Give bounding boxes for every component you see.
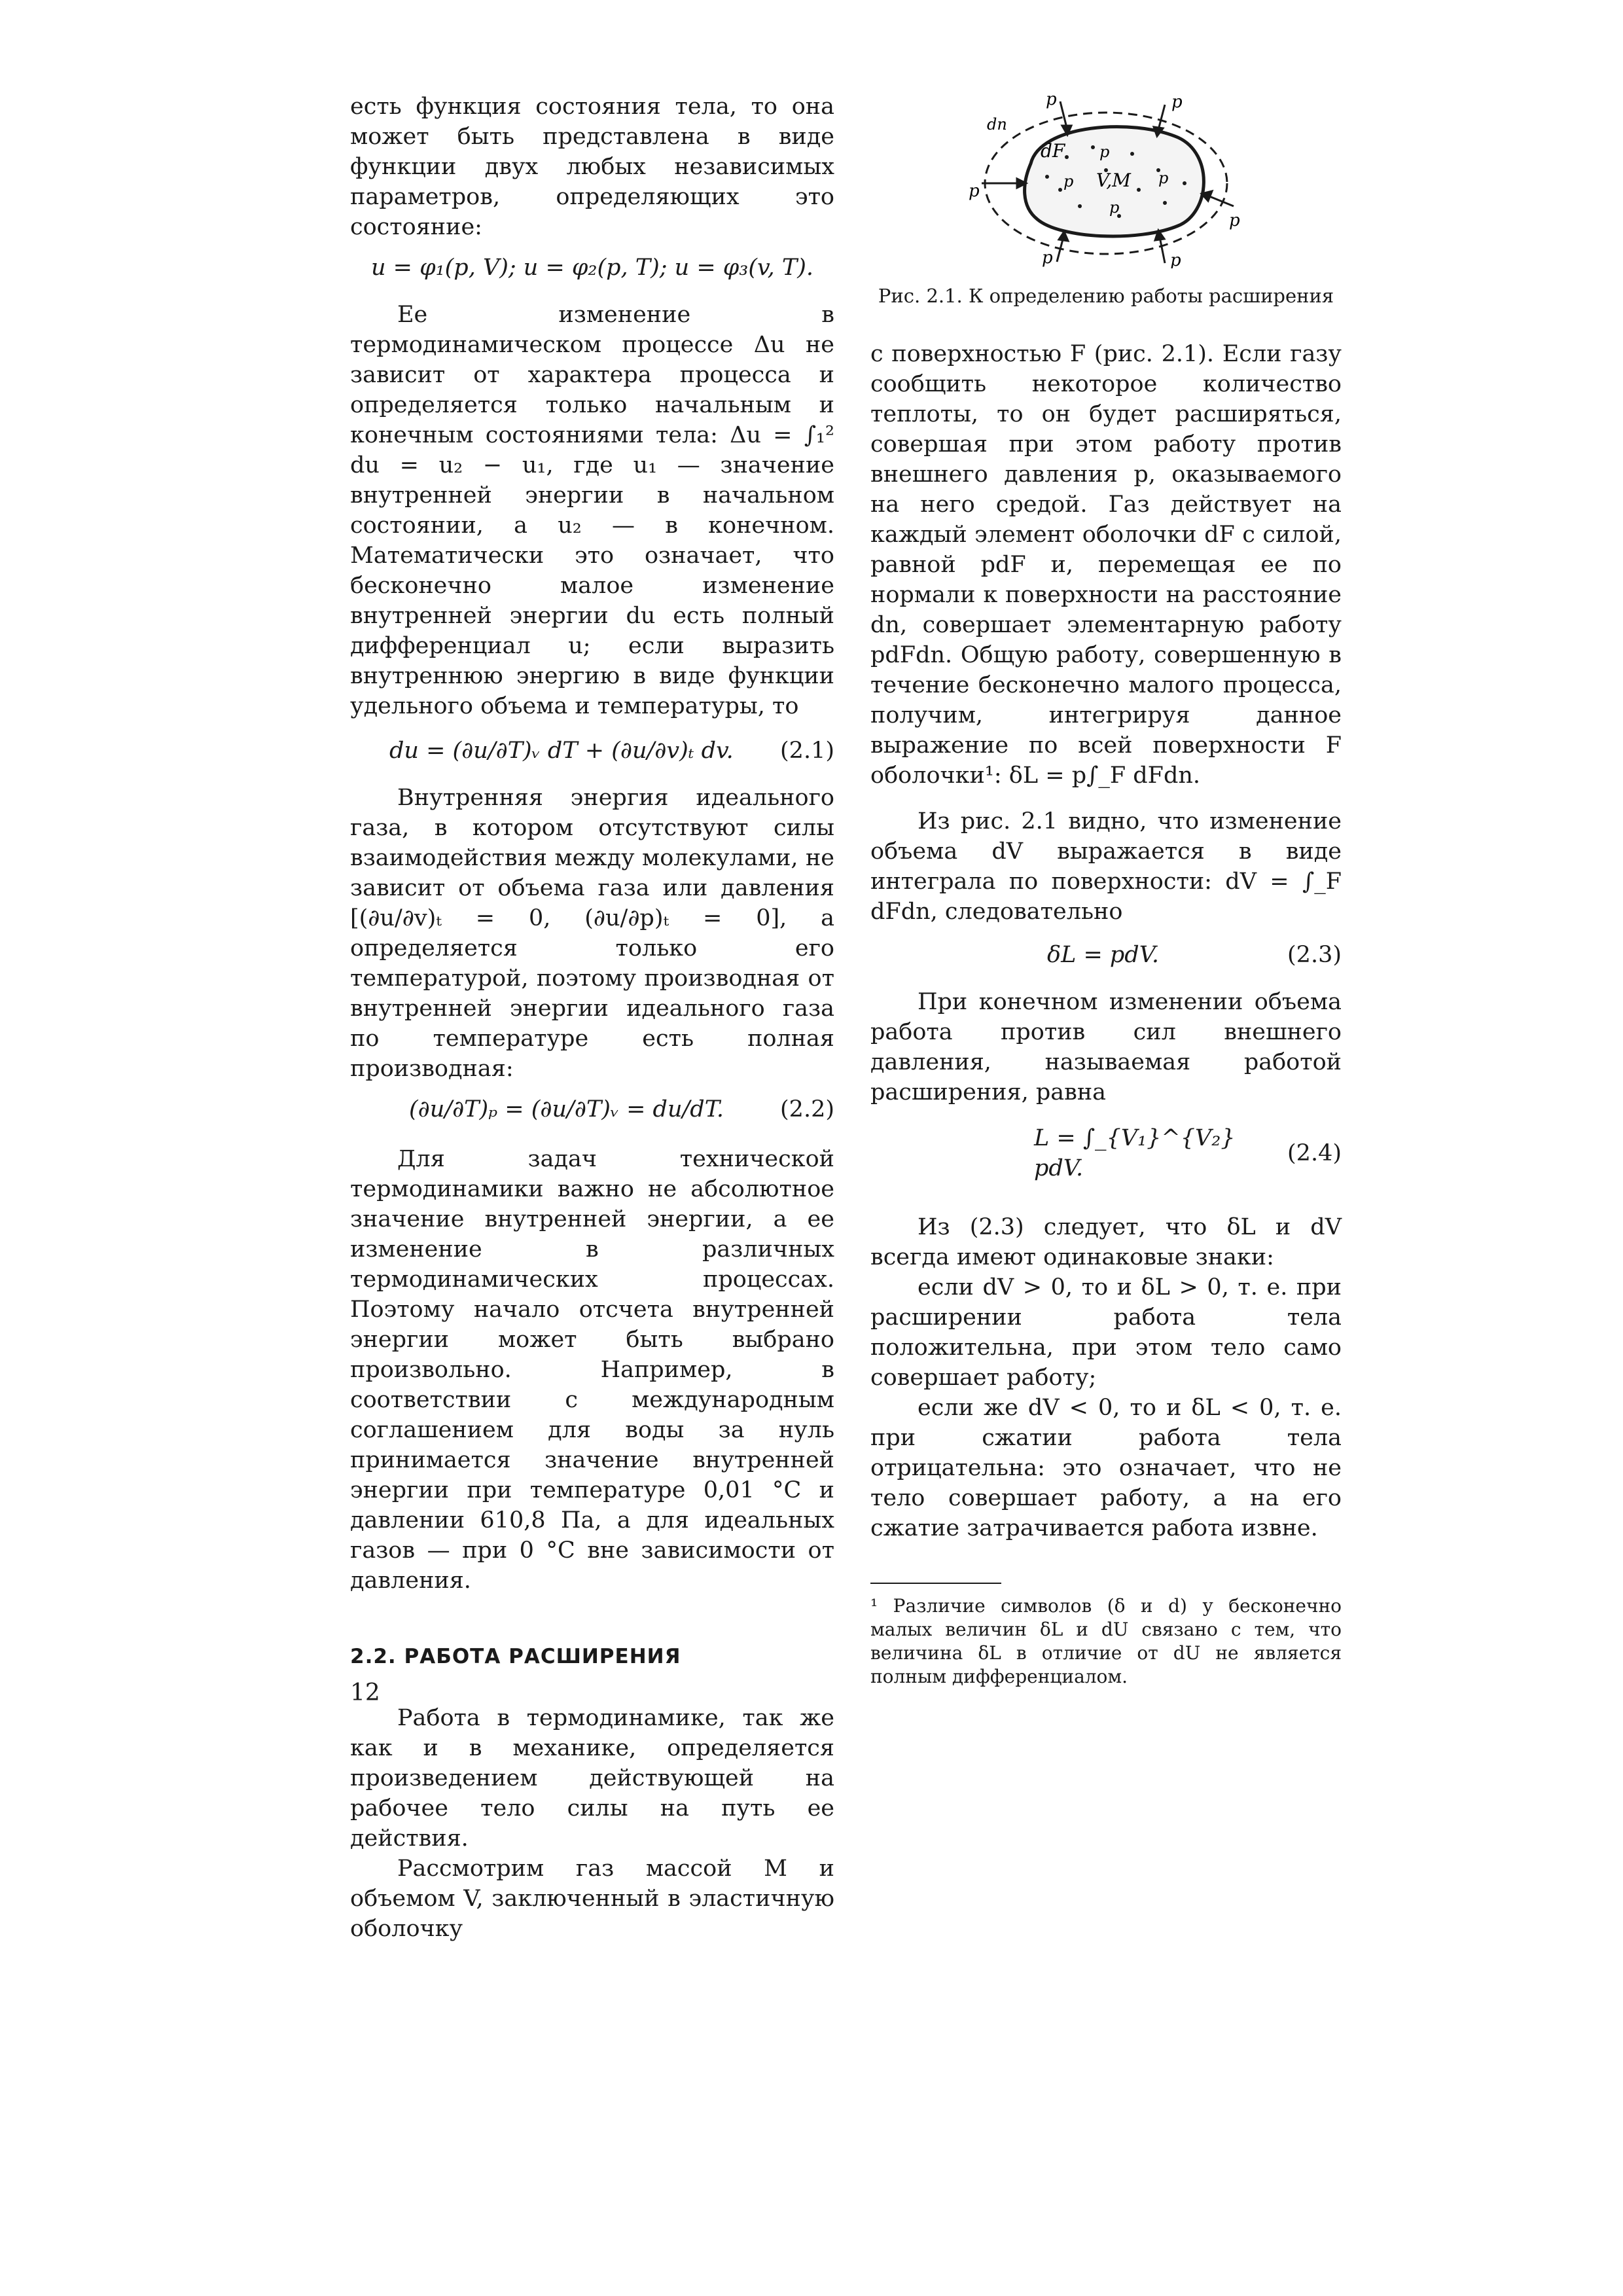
equation-number: (2.4) [1287,1140,1342,1166]
label-p: p [1229,211,1240,230]
label-p-inner: p [1109,198,1120,217]
equation-u: u = φ₁(p, V); u = φ₂(p, T); u = φ₃(v, T). [370,255,813,281]
equation-2-3 [870,936,1342,974]
equation-body: δL = pdV. [1047,942,1159,968]
figure-2-1 [969,92,1243,268]
page-number: 12 [350,1679,380,1706]
equation-2-1 [350,732,834,770]
paragraph: При конечном изменении объема работа против сил внешнего давления, называемая работой расширения, равна [870,989,1342,1105]
section-heading: 2.2. РАБОТА РАСШИРЕНИЯ [350,1645,681,1668]
paragraph: Ее изменение в термодинамическом процессе Δu не зависит от характера процесса и определяется только начальным и конечным состояниями тела: Δu = ∫₁² du = u₂ − u₁, где u₁ — значение внутренней энергии в начальном состоянии, а u₂ — в конечном. Математически это означает, что бесконечно малое изменение внутренней энергии du есть полный дифференциал u; если выразить внутреннюю энергию в виде функции удельного объема и температуры, то [350,302,834,719]
label-p-inner: p [1063,172,1074,190]
label-p: p [1046,92,1057,109]
equation-body: (∂u/∂T)ₚ = (∂u/∂T)ᵥ = du/dT. [409,1096,724,1122]
paragraph: Рассмотрим газ массой M и объемом V, заключенный в эластичную оболочку [350,1856,834,1942]
label-p-inner: p [1099,143,1110,161]
label-p-inner: p [1158,169,1169,187]
figure-caption: Рис. 2.1. К определению работы расширения [878,285,1334,307]
paragraph: если же dV < 0, то и δL < 0, т. е. при сжатии работа тела отрицательна: это означает, что не тело совершает работу, а на его сжатие затрачивается работа извне. [870,1395,1342,1541]
label-p: p [1042,248,1053,268]
paragraph: Из рис. 2.1 видно, что изменение объема dV выражается в виде интеграла по поверхности: dV = ∫_F dFdn, следовательно [870,808,1342,925]
equation-2-4 [870,1127,1342,1179]
equation-body: du = (∂u/∂T)ᵥ dT + (∂u/∂v)ₜ dv. [389,738,734,764]
label-VM: V,M [1096,170,1131,191]
label-dn: dn [987,115,1007,134]
right-column [870,92,1342,1689]
footnote: ¹ Различие символов (δ и d) у бесконечно малых величин δL и dU связано с тем, что величина δL в отличие от dU не является полным дифференциалом. [870,1595,1342,1687]
equation-number: (2.3) [1287,942,1342,968]
paragraph: если dV > 0, то и δL > 0, т. е. при расширении работа тела положительна, при этом тело само совершает работу; [870,1274,1342,1391]
left-column [350,92,834,1944]
equation-number: (2.1) [780,738,834,764]
equation-body: L = ∫_{V₁}^{V₂} pdV. [1034,1125,1236,1181]
equation-2-2 [350,1090,834,1128]
label-p: p [1170,251,1181,268]
label-p: p [969,181,980,201]
paragraph: Для задач технической термодинамики важно не абсолютное значение внутренней энергии, а ее изменение в различных термодинамических процессах. Поэтому начало отсчета внутренней энергии может быть выбрано произвольно. Например, в соответствии с международным соглашением для воды за нуль принимается значение внутренней энергии при температуре 0,01 °C и давлении 610,8 Па, а для идеальных газов — при 0 °C вне зависимости от давления. [350,1146,834,1594]
label-dF: dF [1041,140,1065,162]
paragraph: с поверхностью F (рис. 2.1). Если газу сообщить некоторое количество теплоты, то он будет расширяться, совершая при этом работу против внешнего давления p, оказываемого на него средой. Газ действует на каждый элемент оболочки dF с силой, равной pdF и, перемещая ее по нормали к поверхности на расстояние dn, совершает элементарную работу pdFdn. Общую работу, совершенную в течение бесконечно малого процесса, получим, интегрируя данное выражение по всей поверхности F оболочки¹: δL = p∫_F dFdn. [870,341,1342,789]
paragraph: Внутренняя энергия идеального газа, в котором отсутствуют силы взаимодействия между молекулами, не зависит от объема газа или давления [(∂u/∂v)ₜ = 0, (∂u/∂p)ₜ = 0], а определяется только его температурой, поэтому производная от внутренней энергии идеального газа по температуре есть полная производная: [350,785,834,1082]
paragraph: Из (2.3) следует, что δL и dV всегда имеют одинаковые знаки: [870,1214,1342,1270]
equation-number: (2.2) [780,1096,834,1122]
footnote-rule [870,1583,1001,1584]
label-p: p [1171,92,1183,112]
paragraph: есть функция состояния тела, то она может быть представлена в виде функции двух любых независимых параметров, определяющих это состояние: [350,94,834,240]
paragraph: Работа в термодинамике, так же как и в механике, определяется произведением действующей на рабочее тело силы на путь ее действия. [350,1705,834,1852]
